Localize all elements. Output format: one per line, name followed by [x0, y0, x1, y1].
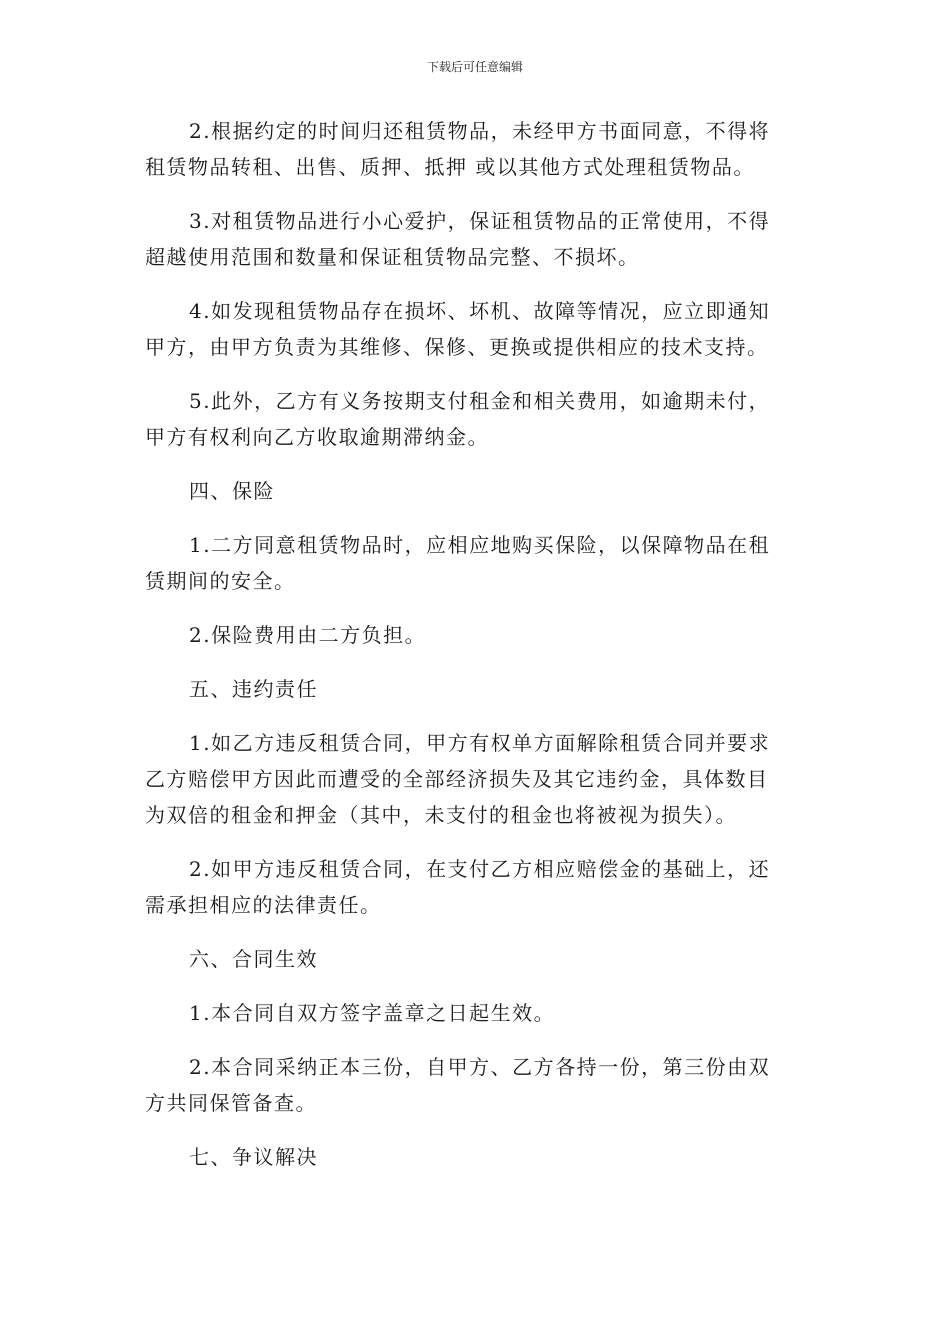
text-line: 1.二方同意租赁物品时，应相应地购买保险，以保障物品在租: [189, 533, 771, 557]
section-heading-breach: [145, 671, 793, 707]
text-line: 方共同保管备查。: [145, 1091, 317, 1115]
text-line: 需承担相应的法律责任。: [145, 893, 382, 917]
breach-clause-1: [145, 725, 793, 833]
section-heading-dispute: [145, 1139, 793, 1175]
text-line: 1.本合同自双方签字盖章之日起生效。: [189, 1001, 556, 1025]
section-heading: 六、合同生效: [189, 947, 318, 971]
text-line: 乙方赔偿甲方因此而遭受的全部经济损失及其它违约金，具体数目: [145, 767, 769, 791]
section-heading: 四、保险: [189, 479, 275, 503]
text-line: 超越使用范围和数量和保证租赁物品完整、不损坏。: [145, 245, 640, 269]
page-header: 下载后可任意编辑: [426, 60, 523, 74]
effect-clause-1: [145, 995, 793, 1031]
text-line: 5.此外，乙方有义务按期支付租金和相关费用，如逾期未付，: [189, 389, 771, 413]
text-line: 2.如甲方违反租赁合同，在支付乙方相应赔偿金的基础上，还: [189, 857, 771, 881]
clause-5-payment: [145, 383, 793, 455]
clause-3-care-items: [145, 203, 793, 275]
section-heading-effect: [145, 941, 793, 977]
effect-clause-2: [145, 1049, 793, 1121]
text-line: 甲方，由甲方负责为其维修、保修、更换或提供相应的技术支持。: [145, 335, 769, 359]
text-line: 1.如乙方违反租赁合同，甲方有权单方面解除租赁合同并要求: [189, 731, 771, 755]
section-heading: 五、违约责任: [189, 677, 318, 701]
text-line: 3.对租赁物品进行小心爱护，保证租赁物品的正常使用，不得: [189, 209, 771, 233]
text-line: 4.如发现租赁物品存在损坏、坏机、故障等情况，应立即通知: [189, 299, 771, 323]
text-line: 2.本合同采纳正本三份，自甲方、乙方各持一份，第三份由双: [189, 1055, 771, 1079]
clause-2-return-items: [145, 113, 793, 185]
text-line: 甲方有权利向乙方收取逾期滞纳金。: [145, 425, 489, 449]
breach-clause-2: [145, 851, 793, 923]
clause-4-damage-notice: [145, 293, 793, 365]
section-heading-insurance: [145, 473, 793, 509]
document-body: [145, 113, 793, 1193]
insurance-clause-2: [145, 617, 793, 653]
section-heading: 七、争议解决: [189, 1145, 318, 1169]
text-line: 2.保险费用由二方负担。: [189, 623, 427, 647]
text-line: 2.根据约定的时间归还租赁物品，未经甲方书面同意，不得将: [189, 119, 771, 143]
text-line: 为双倍的租金和押金（其中，未支付的租金也将被视为损失）。: [145, 803, 737, 827]
text-line: 租赁物品转租、出售、质押、抵押 或以其他方式处理租赁物品。: [145, 155, 755, 179]
text-line: 赁期间的安全。: [145, 569, 296, 593]
insurance-clause-1: [145, 527, 793, 599]
